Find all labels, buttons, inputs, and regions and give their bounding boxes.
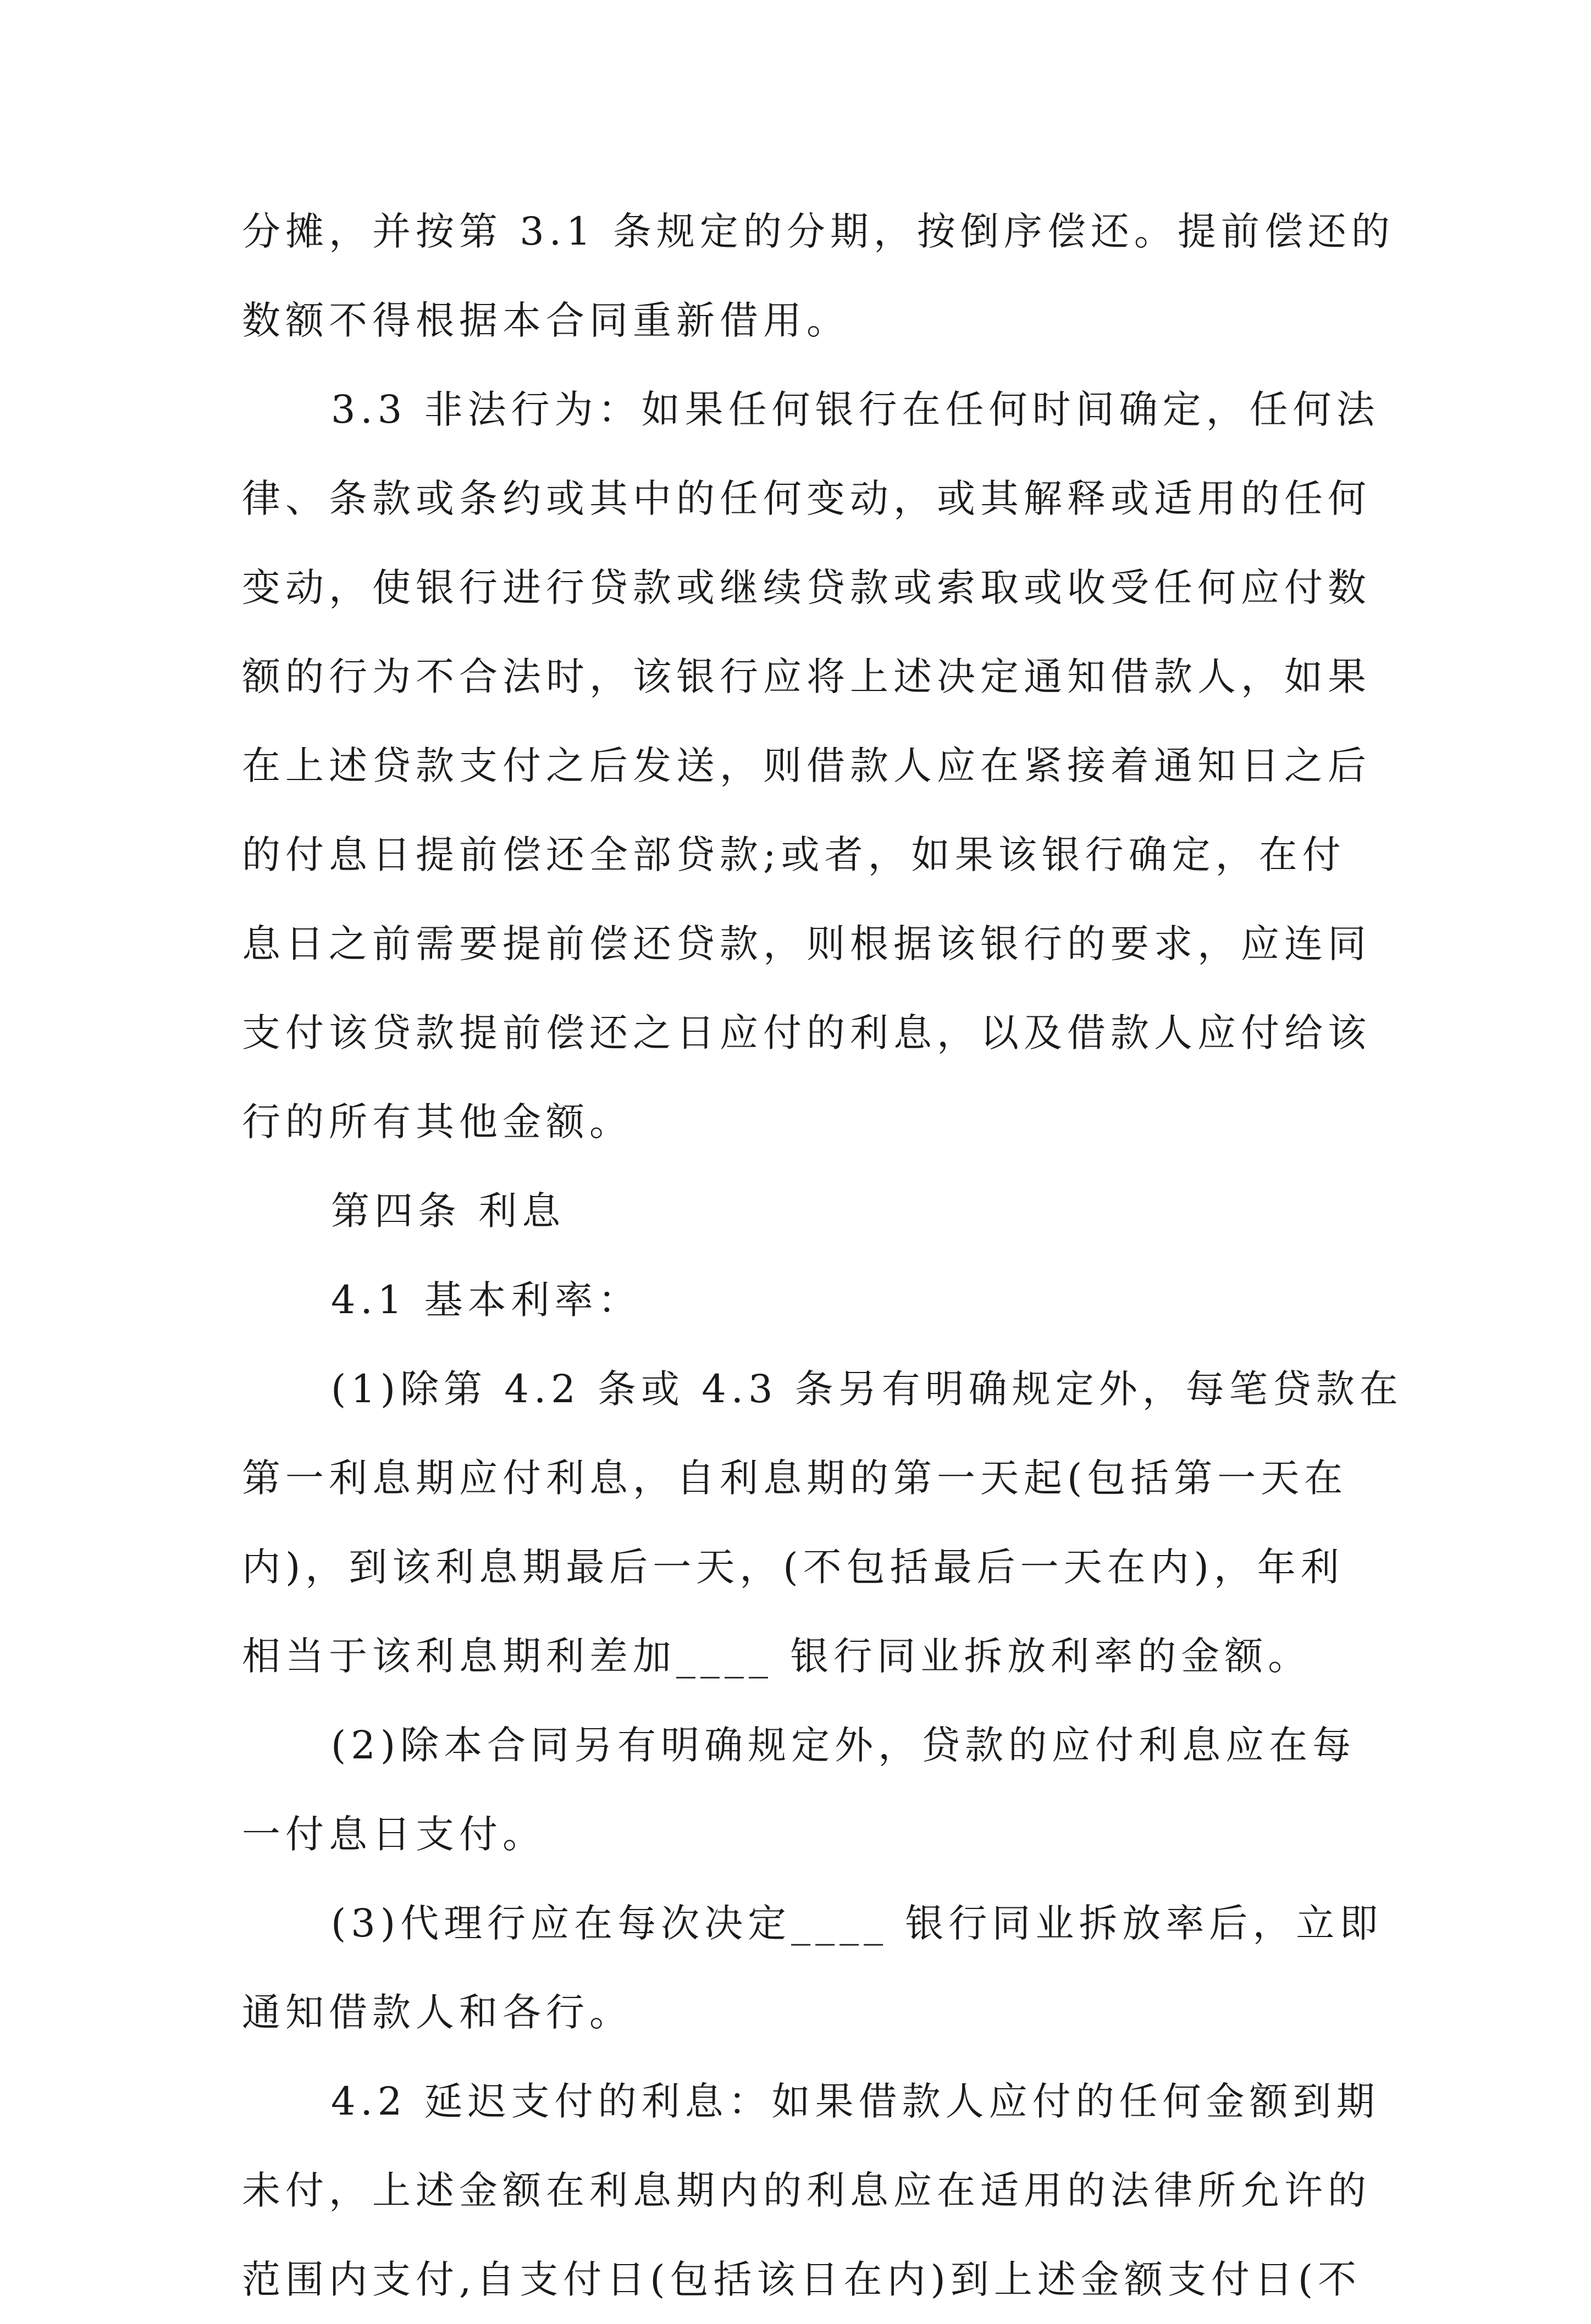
text-line-6: 额的行为不合法时，该银行应将上述决定通知借款人，如果 bbox=[242, 654, 1371, 699]
text-line-14: (1)除第 4.2 条或 4.3 条另有明确规定外，每笔贷款在 bbox=[331, 1366, 1403, 1412]
text-line-16: 内)，到该利息期最后一天，(不包括最后一天在内)，年利 bbox=[242, 1545, 1344, 1590]
section-heading: 第四条 利息 bbox=[331, 1188, 566, 1233]
text-line-7: 在上述贷款支付之后发送，则借款人应在紧接着通知日之后 bbox=[242, 743, 1371, 788]
text-line-10: 支付该贷款提前偿还之日应付的利息，以及借款人应付给该 bbox=[242, 1010, 1371, 1055]
body-text bbox=[242, 187, 1403, 2324]
text-line-9: 息日之前需要提前偿还贷款，则根据该银行的要求，应连同 bbox=[242, 921, 1371, 966]
text-line-20: (3)代理行应在每次决定____ 银行同业拆放率后，立即 bbox=[331, 1901, 1383, 1946]
text-line-18: (2)除本合同另有明确规定外，贷款的应付利息应在每 bbox=[331, 1723, 1356, 1768]
text-line-23: 未付，上述金额在利息期内的利息应在适用的法律所允许的 bbox=[242, 2168, 1371, 2213]
text-line-17: 相当于该利息期利差加____ 银行同业拆放利率的金额。 bbox=[242, 1634, 1312, 1679]
text-line-11: 行的所有其他金额。 bbox=[242, 1099, 633, 1144]
text-line-13: 4.1 基本利率： bbox=[331, 1277, 642, 1323]
text-line-19: 一付息日支付。 bbox=[242, 1812, 546, 1857]
text-line-1: 分摊，并按第 3.1 条规定的分期，按倒序偿还。提前偿还的 bbox=[242, 209, 1395, 254]
text-line-22: 4.2 延迟支付的利息：如果借款人应付的任何金额到期 bbox=[331, 2079, 1380, 2124]
text-line-4: 律、条款或条约或其中的任何变动，或其解释或适用的任何 bbox=[242, 476, 1371, 521]
text-line-2: 数额不得根据本合同重新借用。 bbox=[242, 298, 850, 343]
text-line-21: 通知借款人和各行。 bbox=[242, 1990, 633, 2035]
text-line-3: 3.3 非法行为：如果任何银行在任何时间确定，任何法 bbox=[331, 387, 1380, 432]
text-line-8: 的付息日提前偿还全部贷款;或者，如果该银行确定，在付 bbox=[242, 832, 1346, 877]
text-line-5: 变动，使银行进行贷款或继续贷款或索取或收受任何应付数 bbox=[242, 565, 1371, 610]
text-line-15: 第一利息期应付利息，自利息期的第一天起(包括第一天在 bbox=[242, 1456, 1348, 1501]
text-line-24: 范围内支付,自支付日(包括该日在内)到上述金额支付日(不 bbox=[242, 2257, 1362, 2302]
